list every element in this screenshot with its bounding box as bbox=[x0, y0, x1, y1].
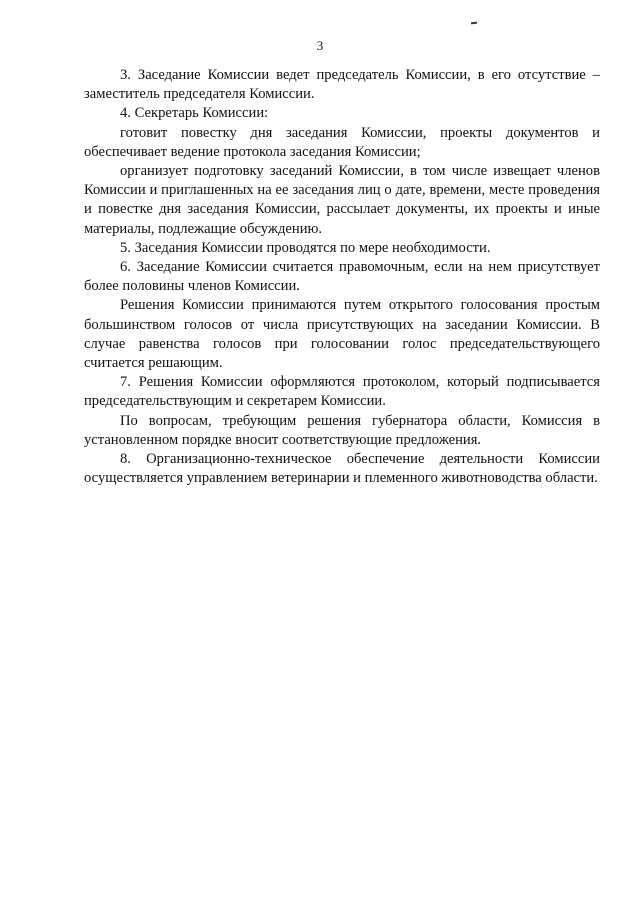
paragraph-7: 7. Решения Комиссии оформляются протоколом, который подписывается председательствующим и секретарем Комиссии. bbox=[84, 374, 600, 410]
paragraph-4-agenda: готовит повестку дня заседания Комиссии, проекты документов и обеспечивает ведение протокола заседания Комиссии; bbox=[84, 124, 600, 160]
paragraph-6: 6. Заседание Комиссии считается правомочным, если на нем присутствует более половины членов Комиссии. bbox=[84, 259, 600, 295]
document-body bbox=[84, 66, 600, 488]
scan-artifact bbox=[471, 22, 477, 25]
paragraph-5: 5. Заседания Комиссии проводятся по мере необходимости. bbox=[120, 239, 491, 256]
page-number: 3 bbox=[316, 38, 324, 53]
paragraph-4-organize: организует подготовку заседаний Комиссии, в том числе извещает членов Комиссии и приглашенных на ее заседания лиц о дате, времени, месте проведения и повестке дня заседания Комиссии, рассылает документы, их проекты и иные материалы, подлежащие обсуждению. bbox=[84, 163, 600, 237]
paragraph-3: 3. Заседание Комиссии ведет председатель Комиссии, в его отсутствие – заместитель председателя Комиссии. bbox=[84, 67, 600, 103]
paragraph-4-heading: 4. Секретарь Комиссии: bbox=[120, 105, 269, 122]
paragraph-8: 8. Организационно-техническое обеспечение деятельности Комиссии осуществляется управлением ветеринарии и племенного животноводства области. bbox=[84, 451, 600, 487]
paragraph-7-governor: По вопросам, требующим решения губернатора области, Комиссия в установленном порядке вносит соответствующие предложения. bbox=[84, 412, 600, 448]
paragraph-6-decisions: Решения Комиссии принимаются путем открытого голосования простым большинством голосов от числа присутствующих на заседании Комиссии. В случае равенства голосов при голосовании голос председательствующего считается решающим. bbox=[84, 297, 600, 372]
